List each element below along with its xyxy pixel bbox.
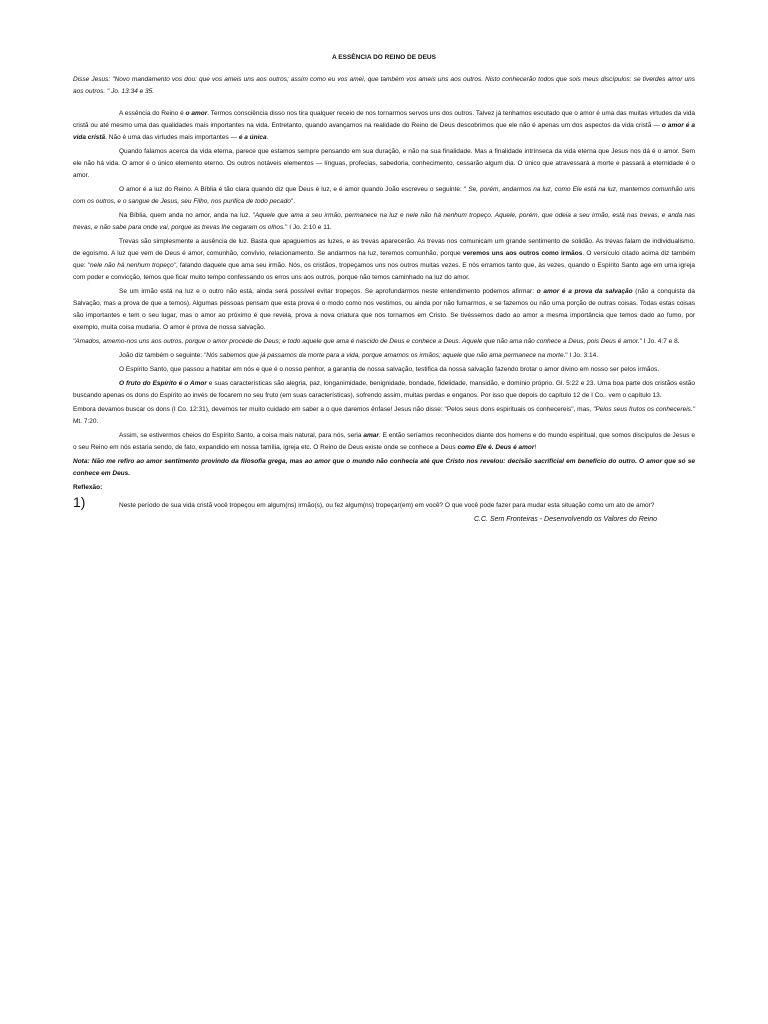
reflexao-label: Reflexão:: [73, 484, 103, 491]
paragraph-anda-na-luz: Na Bíblia, quem anda no amor, anda na luz. "Aquele que ama a seu irmão, permanece na luz e nele não há nenhum tropeço. Aquele, porém, que odeia a seu irmão, está nas trevas, e anda nas trevas, e não sabe para onde vai, porque as trevas lhe cegaram os olhos." I Jo. 2:10 e 11.: [73, 212, 695, 231]
paragraph-espirito-santo: O Espírito Santo, que passou a habitar em nós e que é o nosso penhor, a garantia de nossa salvação, testifica da nossa salvação fazendo brotar o amor divino em nosso ser pelos irmãos.: [119, 366, 660, 373]
paragraph-amados-verse: "Amados, amemo-nos uns aos outros, porque o amor procede de Deus; e todo aquele que ama é nascido de Deus e conhece a Deus. Aquele que não ama não conhece a Deus, pois Deus é amor." I Jo. 4:7 e 8.: [73, 338, 680, 345]
footer-signature: C.C. Sem Fronteiras - Desenvolvendo os Valores do Reino: [474, 516, 657, 523]
question-text: Neste período de sua vida cristã você tropeçou em algum(ns) irmão(s), ou fez algum(ns) tropeçar(em) em você? O que você pode fazer para mudar esta situação como um ato de amor?: [119, 502, 655, 509]
document-title: A ESSÊNCIA DO REINO DE DEUS: [332, 54, 436, 61]
paragraph-prova-salvacao: Se um irmão está na luz e o outro não está, ainda será possível evitar tropeços. Se aprofundarmos neste entendimento podemos afirmar: o amor é a prova da salvação (não a conquista da Salvação, mas a prova de que a temos). Algumas pessoas pensam que esta prova é o modo como nos vestimos, ou ainda por não fumarmos, e se fazemos ou não uma porção de outras coisas. Todas estas coisas são importantes e tem o seu lugar, mas o amor ao próximo é que revela, prova a nova criatura que nos tornamos em Cristo. Se tivéssemos dado ao amor a mesma importância que temos dado ao fumo, por exemplo, muita coisa mudaria. O amor é prova de nossa salvação.: [73, 288, 696, 331]
paragraph-fruto-espirito: O fruto do Espírito é o Amor e suas características são alegria, paz, longanimidade, benignidade, bondade, fidelidade, mansidão, e domínio próprio. Gl. 5:22 e 23. Uma boa parte dos cristãos estão buscando apenas os dons do Espírito ao invés de focarem no seu fruto (em suas características), sofrendo assim, muitas perdas e enganos. Por isso que depois do capítulo 12 de I Co.. vem o capítulo 13.: [73, 380, 695, 399]
paragraph-cheios-espirito: Assim, se estivermos cheios do Espírito Santo, a coisa mais natural, para nós, seria amar. E então seríamos reconhecidos diante dos homens e do mundo espiritual, que somos discípulos de Jesus e o seu Reino em nós estaria sendo, de fato, expandido em nossa família, igreja etc. O Reino de Deus existe onde se conhece a Deus como Ele é. Deus é amor!: [73, 432, 695, 451]
document-page: [73, 52, 695, 526]
paragraph-luz-do-reino: O amor é a luz do Reino. A Bíblia é tão clara quando diz que Deus é luz, e é amor quando João escreveu o seguinte: " Se, porém, andarmos na luz, como Ele está na luz, mantemos comunhão uns com os outros, e o sangue de Jesus, seu Filho, nos purifica de todo pecado".: [73, 186, 695, 205]
reflection-question: [73, 494, 695, 512]
paragraph-essencia: A essência do Reino é o amor. Termos consciência disso nos tira qualquer receio de nos tornarmos servos uns dos outros. Talvez já tenhamos escutado que o amor é uma das muitas virtudes da vida cristã ou até mesmo uma das qualidades mais importantes na vida. Entretanto, quando avançamos na realidade do Reino de Deus descobrimos que ele não é apenas um dos aspectos da vida cristã — o amor é a vida cristã. Não é uma das virtudes mais importantes — é a única.: [73, 110, 696, 141]
intro-verse: Disse Jesus: "Novo mandamento vos dou: que vos ameis uns aos outros; assim como eu vos amei, que também vos ameis uns aos outros. Nisto conhecerão todos que sois meus discípulos: se tiverdes amor uns aos outros. " Jo. 13:34 e 35.: [73, 76, 695, 95]
note-paragraph: Nota: Não me refiro ao amor sentimento provindo da filosofia grega, mas ao amor que o mundo não conhecia até que Cristo nos revelou: decisão sacrificial em benefício do outro. O amor que só se conhece em Deus.: [73, 458, 695, 477]
paragraph-joao-diz: João diz também o seguinte: "Nós sabemos que já passamos da morte para a vida, porque amamos os irmãos; aquele que não ama permanece na morte." I Jo. 3:14.: [119, 352, 599, 359]
paragraph-dons: Embora devamos buscar os dons (I Co. 12:31), devemos ter muito cuidado em saber a o que daremos ênfase! Jesus não disse: "Pelos seus dons espirituais os conhecereis", mas, "Pelos seus frutos os conhecereis." Mt. 7:20.: [73, 406, 696, 425]
paragraph-vida-eterna: Quando falamos acerca da vida eterna, parece que estamos sempre pensando em sua duração, e não na sua finalidade. Mas a finalidade intrínseca da vida eterna que Jesus nos dá é o amor. Sem ele não há vida. O amor é o único elemento eterno. Os outros notáveis elementos — línguas, profecias, sabedoria, conhecimento, cessarão algum dia. O único que atravessará a morte e passará a eternidade é o amor.: [73, 148, 695, 179]
question-number: 1): [73, 494, 86, 510]
paragraph-trevas: Trevas são simplesmente a ausência de luz. Basta que apaguemos as luzes, e as trevas aparecerão. As trevas nos comunicam um grande sentimento de solidão. As trevas falam de individualismo, de egoísmo. A luz que vem de Deus é amor, comunhão, convívio, relacionamento. Se andarmos na luz, teremos comunhão, porque veremos uns aos outros como irmãos. O versículo citado acima diz também que: "nele não há nenhum tropeço", falando daquele que ama seu irmão. Nós, os cristãos, tropeçamos uns nos outros muitas vezes. E nós erramos tanto que, às vezes, quando o Espírito Santo age em uma igreja com poder e convicção, temos que ficar muito tempo confessando os erros uns aos outros, porque não temos caminhado na luz do amor.: [73, 238, 695, 281]
